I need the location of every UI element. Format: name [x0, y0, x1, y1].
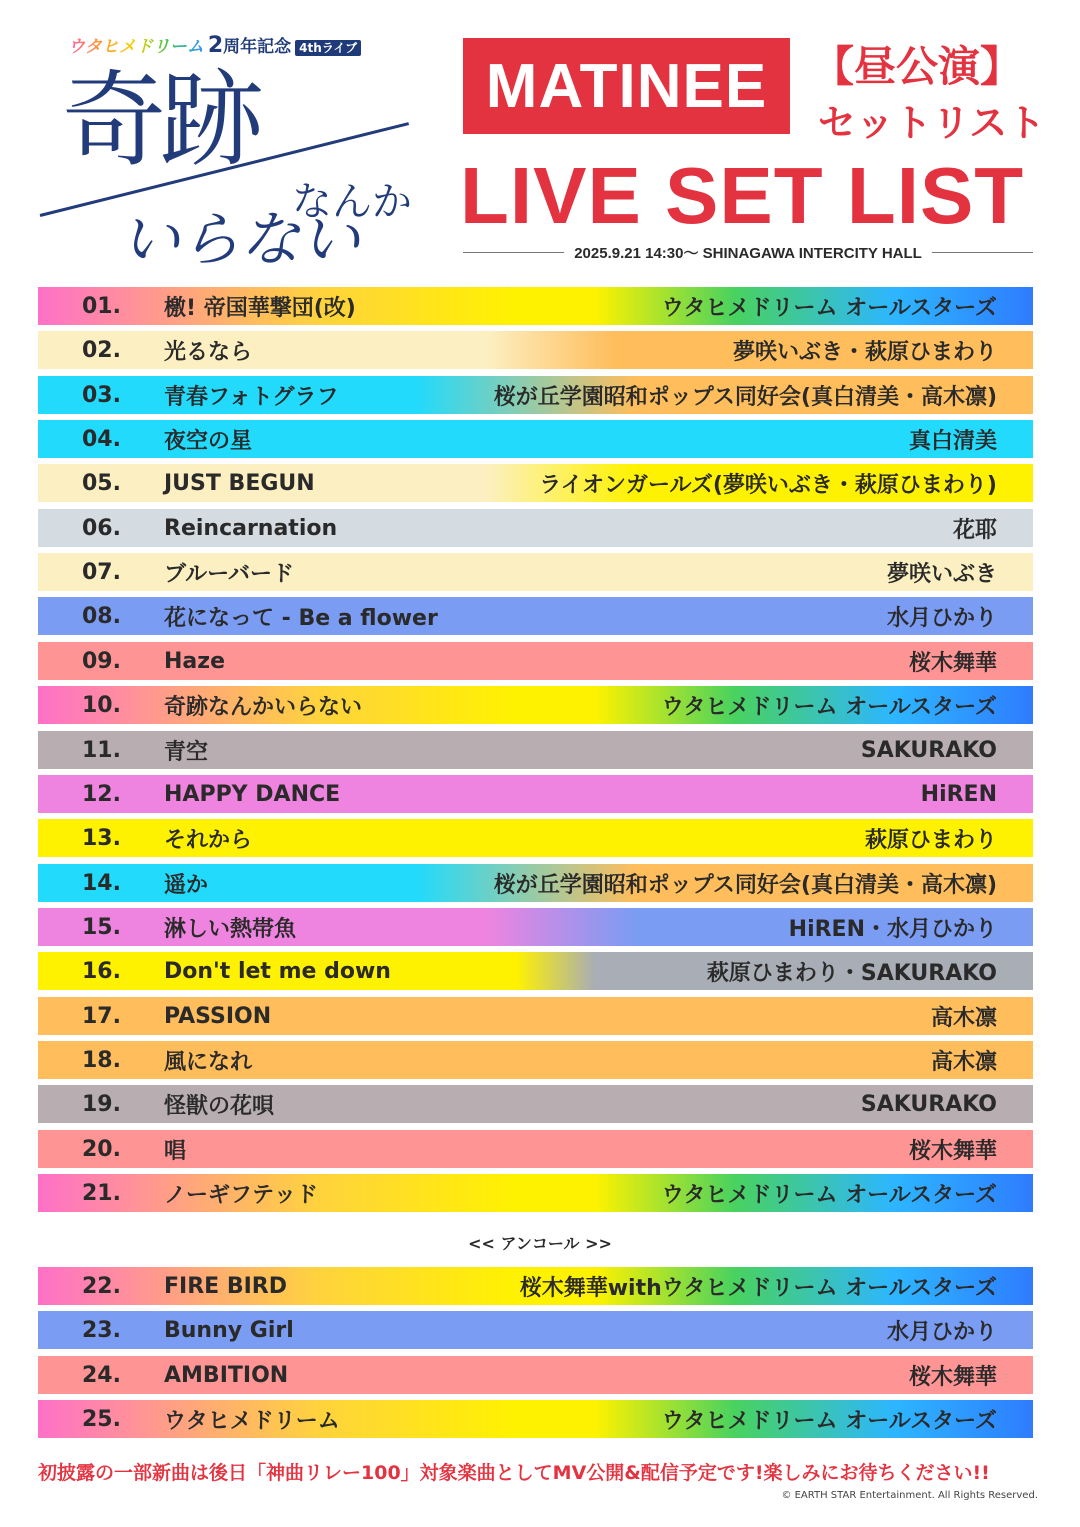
track-number: 23. [82, 1317, 121, 1343]
setlist-jp-label: セットリスト [818, 101, 1046, 145]
logo-sub-text: いらない [120, 205, 360, 275]
song-title: ノーギフテッド [164, 1182, 319, 1208]
artist-name: ウタヒメドリーム オールスターズ [661, 1408, 997, 1434]
artist-name: 水月ひかり [886, 605, 997, 631]
song-title: 花になって - Be a flower [164, 605, 438, 631]
song-title: 青空 [164, 739, 209, 765]
song-title: FIRE BIRD [164, 1273, 287, 1299]
artist-name: ウタヒメドリーム オールスターズ [661, 694, 997, 720]
setlist-row [38, 331, 1033, 369]
logo-badge: 4thライブ [295, 40, 361, 56]
song-title: 風になれ [164, 1049, 253, 1075]
track-number: 21. [82, 1180, 121, 1206]
track-number: 20. [82, 1136, 121, 1162]
track-number: 24. [82, 1362, 121, 1388]
setlist-row [38, 597, 1033, 635]
artist-name: HiREN・水月ひかり [788, 916, 997, 942]
song-title: 光るなら [164, 339, 253, 365]
track-number: 08. [82, 603, 121, 629]
track-number: 15. [82, 914, 121, 940]
page-title: LIVE SET LIST [460, 151, 1025, 240]
song-title: それから [164, 827, 253, 853]
song-title: Don't let me down [164, 958, 391, 984]
artist-name: 桜が丘学園昭和ポップス同好会(真白清美・高木凛) [493, 384, 997, 410]
track-number: 13. [82, 825, 121, 851]
song-title: JUST BEGUN [164, 470, 315, 496]
setlist-row [38, 509, 1033, 547]
artist-name: 萩原ひまわり・SAKURAKO [706, 960, 997, 986]
artist-name: ウタヒメドリーム オールスターズ [661, 295, 997, 321]
logo-anniversary-number: 2 [207, 33, 224, 58]
setlist-row [38, 1267, 1033, 1305]
setlist-row [38, 1174, 1033, 1212]
artist-name: 高木凛 [930, 1049, 997, 1075]
artist-name: 夢咲いぶき・萩原ひまわり [732, 339, 997, 365]
track-number: 04. [82, 426, 121, 452]
track-number: 14. [82, 870, 121, 896]
artist-name: ライオンガールズ(夢咲いぶき・萩原ひまわり) [539, 472, 997, 498]
setlist-row [38, 686, 1033, 724]
song-title: ウタヒメドリーム [164, 1408, 340, 1434]
event-logo [40, 28, 440, 275]
song-title: 怪獣の花唄 [164, 1093, 275, 1119]
artist-name: SAKURAKO [860, 1091, 997, 1117]
artist-name: 真白清美 [908, 428, 997, 454]
song-title: HAPPY DANCE [164, 781, 341, 807]
copyright-text: © EARTH STAR Entertainment. All Rights Reserved. [781, 1490, 1038, 1501]
artist-name: 桜木舞華 [908, 1364, 997, 1390]
logo-small-text: なんか [292, 179, 412, 225]
song-title: AMBITION [164, 1362, 289, 1388]
track-number: 06. [82, 515, 121, 541]
encore-label: << アンコール >> [468, 1234, 612, 1253]
artist-name: 水月ひかり [886, 1319, 997, 1345]
artist-name: 桜が丘学園昭和ポップス同好会(真白清美・高木凛) [493, 872, 997, 898]
track-number: 16. [82, 958, 121, 984]
song-title: Bunny Girl [164, 1317, 294, 1343]
track-number: 03. [82, 382, 121, 408]
logo-main-text: 奇跡 [62, 59, 259, 181]
track-number: 17. [82, 1003, 121, 1029]
date-venue-text: 2025.9.21 14:30〜 SHINAGAWA INTERCITY HALL [574, 245, 922, 262]
song-title: 唱 [164, 1138, 187, 1164]
artist-name: SAKURAKO [860, 737, 997, 763]
track-number: 18. [82, 1047, 121, 1073]
artist-name: ウタヒメドリーム オールスターズ [661, 1182, 997, 1208]
song-title: Haze [164, 648, 225, 674]
setlist-row [38, 420, 1033, 458]
track-number: 11. [82, 737, 121, 763]
setlist-row [38, 1130, 1033, 1168]
song-title: 奇跡なんかいらない [164, 694, 363, 720]
divider-left [463, 252, 564, 253]
song-title: ブルーバード [164, 561, 295, 587]
song-title: 遥か [164, 872, 209, 898]
setlist-row [38, 464, 1033, 502]
setlist-row [38, 376, 1033, 414]
track-number: 25. [82, 1406, 121, 1432]
song-title: 青春フォトグラフ [164, 384, 339, 410]
song-title: Reincarnation [164, 515, 338, 541]
setlist-row [38, 997, 1033, 1035]
setlist-row [38, 908, 1033, 946]
divider-right [932, 252, 1033, 253]
setlist-row [38, 1400, 1033, 1438]
artist-name: HiREN [920, 781, 997, 807]
track-number: 02. [82, 337, 121, 363]
setlist-row [38, 1311, 1033, 1349]
setlist-row [38, 642, 1033, 680]
setlist-row [38, 864, 1033, 902]
artist-name: 桜木舞華 [908, 650, 997, 676]
track-number: 05. [82, 470, 121, 496]
track-number: 01. [82, 293, 121, 319]
logo-anniversary-text: 周年記念 [223, 37, 292, 57]
date-venue-line [463, 242, 1033, 263]
setlist-row [38, 287, 1033, 325]
track-number: 22. [82, 1273, 121, 1299]
track-number: 19. [82, 1091, 121, 1117]
setlist-row [38, 553, 1033, 591]
matinee-banner: MATINEE [463, 38, 790, 134]
track-number: 09. [82, 648, 121, 674]
matinee-jp-label: 【昼公演】 [812, 42, 1023, 91]
setlist-row [38, 952, 1033, 990]
artist-name: 桜木舞華 [908, 1138, 997, 1164]
artist-name: 萩原ひまわり [864, 827, 997, 853]
track-number: 12. [82, 781, 121, 807]
setlist-row [38, 1041, 1033, 1079]
song-title: 檄! 帝国華撃団(改) [164, 295, 356, 321]
setlist-row [38, 1085, 1033, 1123]
setlist-row [38, 731, 1033, 769]
notice-text: 初披露の一部新曲は後日「神曲リレー100」対象楽曲としてMV公開&配信予定です!楽しみにお待ちください!! [38, 1462, 990, 1484]
logo-tagline [68, 32, 361, 58]
artist-name: 桜木舞華withウタヒメドリーム オールスターズ [519, 1275, 997, 1301]
song-title: PASSION [164, 1003, 272, 1029]
setlist-row [38, 1356, 1033, 1394]
setlist-row [38, 819, 1033, 857]
song-title: 夜空の星 [164, 428, 253, 454]
track-number: 07. [82, 559, 121, 585]
setlist-row [38, 775, 1033, 813]
track-number: 10. [82, 692, 121, 718]
artist-name: 花耶 [952, 517, 997, 543]
artist-name: 高木凛 [930, 1005, 997, 1031]
artist-name: 夢咲いぶき [886, 561, 997, 587]
song-title: 淋しい熱帯魚 [164, 916, 297, 942]
logo-brand: ウタヒメドリーム [68, 37, 204, 57]
